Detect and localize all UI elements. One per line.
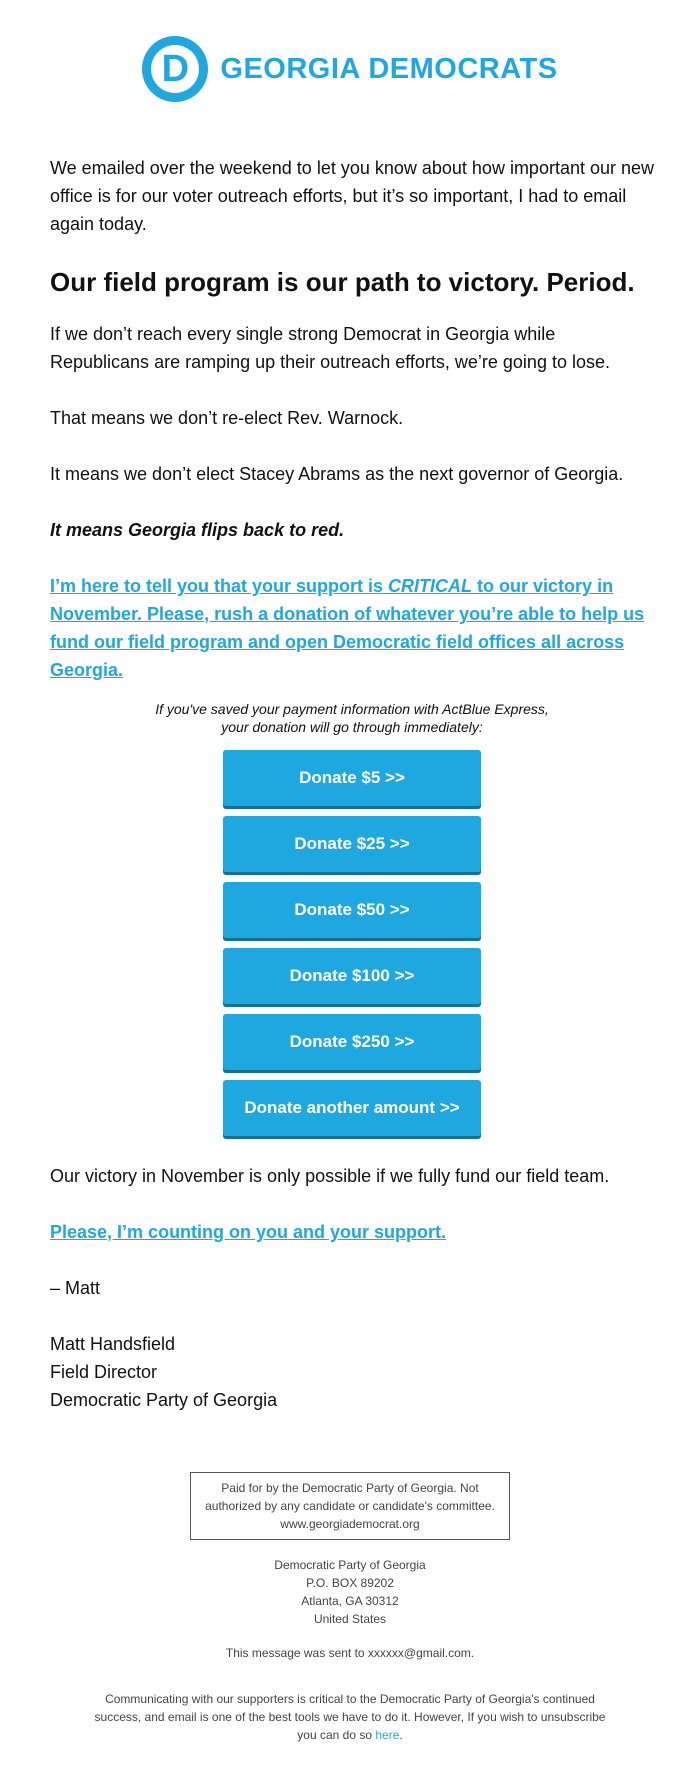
cta-text-1: I’m here to tell you that your support is [50,576,389,596]
cta-paragraph [50,572,654,684]
note-line-1: If you've saved your payment information with ActBlue Express, [155,701,549,717]
message-content [0,104,700,1414]
donate-250-button[interactable]: Donate $250 >> [223,1014,481,1070]
signature-name: Matt Handsfield [50,1334,176,1354]
donate-5-button[interactable]: Donate $5 >> [223,750,481,806]
donate-100-button[interactable]: Donate $100 >> [223,948,481,1004]
cta-text-2: to our victory in November. Please, rush a donation of whatever you’re able to help us fund our field program and open Democratic field offices all across Georgia. [50,576,645,680]
emphasis-paragraph: It means Georgia flips back to red. [50,520,345,540]
cta-link[interactable] [50,576,644,680]
donate-buttons [50,740,654,1136]
signature-block [50,1330,654,1414]
actblue-express-note [50,700,654,736]
logo-letter: D [161,48,190,90]
footer [0,1472,700,1744]
donate-other-button[interactable]: Donate another amount >> [223,1080,481,1136]
address-line-1: Democratic Party of Georgia [274,1558,426,1572]
header-logo[interactable] [0,0,700,104]
signoff: – Matt [50,1278,101,1298]
address-line-4: United States [313,1612,387,1626]
counting-on-you-link[interactable]: Please, I’m counting on you and your support. [50,1222,447,1242]
donate-50-button[interactable]: Donate $50 >> [223,882,481,938]
paid-for-disclaimer: Paid for by the Democratic Party of Georgia. Not authorized by any candidate or candidate's committee. www.georgiademocrat.org [190,1472,510,1540]
mailing-address [274,1556,425,1628]
donate-25-button[interactable]: Donate $25 >> [223,816,481,872]
unsubscribe-end: . [399,1728,403,1742]
closing-paragraph: Our victory in November is only possible if we fully fund our field team. [50,1166,610,1186]
headline: Our field program is our path to victory. Period. [50,267,635,297]
address-line-3: Atlanta, GA 30312 [301,1594,399,1608]
paragraph-1: If we don’t reach every single strong Democrat in Georgia while Republicans are ramping up their outreach efforts, we’re going to lose. [50,324,610,372]
paragraph-3: It means we don’t elect Stacey Abrams as the next governor of Georgia. [50,464,624,484]
logo-d-icon [142,36,208,102]
address-line-2: P.O. BOX 89202 [306,1576,394,1590]
cta-critical: CRITICAL [388,576,473,596]
signature-org: Democratic Party of Georgia [50,1390,278,1410]
sent-to-notice: This message was sent to xxxxxx@gmail.com. [225,1646,475,1660]
signature-title: Field Director [50,1362,158,1382]
unsubscribe-link[interactable]: here [375,1728,400,1742]
closing-link-paragraph [50,1218,654,1246]
unsubscribe-notice [92,1690,608,1744]
paragraph-2: That means we don’t re-elect Rev. Warnock. [50,408,404,428]
unsubscribe-text: Communicating with our supporters is critical to the Democratic Party of Georgia's continued success, and email is one of the best tools we have to do it. However, If you wish to unsubscribe you can do so [94,1692,606,1742]
logo-wordmark: GEORGIA DEMOCRATS [220,52,558,85]
note-line-2: your donation will go through immediately: [221,719,483,735]
intro-paragraph: We emailed over the weekend to let you know about how important our new office is for our voter outreach efforts, but it’s so important, I had to email again today. [50,158,655,234]
